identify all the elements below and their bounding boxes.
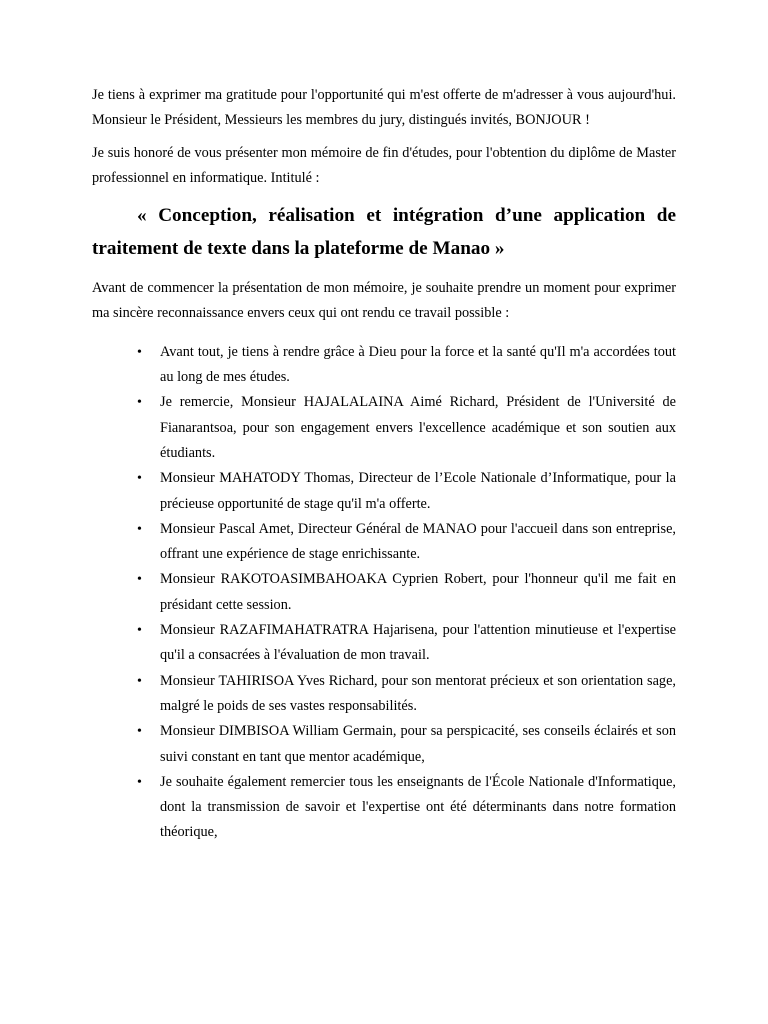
list-item	[92, 466, 676, 517]
list-item	[92, 517, 676, 568]
bullet-icon: •	[137, 521, 142, 537]
document-body	[92, 83, 676, 846]
list-item-text: Monsieur MAHATODY Thomas, Directeur de l’Ecole Nationale d’Informatique, pour la précieuse opportunité de stage qu'il m'a offerte.	[160, 470, 676, 512]
bullet-icon: •	[137, 673, 142, 689]
intro-paragraph-presentation: Je suis honoré de vous présenter mon mémoire de fin d'études, pour l'obtention du diplôme de Master professionnel en informatique. Intitulé :	[92, 144, 676, 186]
list-item-text: Monsieur RAZAFIMAHATRATRA Hajarisena, pour l'attention minutieuse et l'expertise qu'il a consacrées à l'évaluation de mon travail.	[160, 622, 676, 664]
list-item-text: Avant tout, je tiens à rendre grâce à Dieu pour la force et la santé qu'Il m'a accordées tout au long de mes études.	[160, 343, 676, 386]
list-item-text: Monsieur TAHIRISOA Yves Richard, pour son mentorat précieux et son orientation sage, malgré le poids de ses vastes responsabilités.	[160, 672, 676, 714]
bullet-icon: •	[137, 623, 142, 639]
list-item-text: Monsieur DIMBISOA William Germain, pour sa perspicacité, ses conseils éclairés et son suivi constant en tant que mentor académique,	[160, 723, 676, 765]
bullet-icon: •	[137, 395, 142, 411]
intro-paragraph-greeting: Je tiens à exprimer ma gratitude pour l'opportunité qui m'est offerte de m'adresser à vous aujourd'hui. Monsieur le Président, Messieurs les membres du jury, distingués invités, BONJOUR !	[92, 87, 676, 129]
list-item	[92, 340, 676, 391]
bullet-icon: •	[137, 724, 142, 740]
bullet-icon: •	[137, 471, 142, 487]
list-item	[92, 390, 676, 466]
list-item	[92, 618, 676, 669]
thesis-title: « Conception, réalisation et intégration d’une application de traitement de texte dans la plateforme de Manao »	[92, 205, 676, 260]
acknowledgements-list	[92, 340, 676, 846]
list-item-text: Monsieur RAKOTOASIMBAHOAKA Cyprien Robert, pour l'honneur qu'il me fait en présidant cette session.	[160, 571, 676, 613]
list-item-text: Je souhaite également remercier tous les enseignants de l'École Nationale d'Informatique, dont la transmission de savoir et l'expertise ont été déterminants dans notre formation théorique,	[160, 773, 676, 841]
acknowledgements-lead: Avant de commencer la présentation de mon mémoire, je souhaite prendre un moment pour exprimer ma sincère reconnaissance envers ceux qui ont rendu ce travail possible :	[92, 280, 676, 322]
bullet-icon: •	[137, 344, 142, 360]
list-item	[92, 567, 676, 618]
list-item-text: Je remercie, Monsieur HAJALALAINA Aimé Richard, Président de l'Université de Fianarantsoa, pour son engagement envers l'excellence académique et son soutien aux étudiants.	[160, 394, 676, 461]
bullet-icon: •	[137, 774, 142, 790]
list-item	[92, 669, 676, 720]
list-item	[92, 770, 676, 846]
bullet-icon: •	[137, 572, 142, 588]
list-item-text: Monsieur Pascal Amet, Directeur Général de MANAO pour l'accueil dans son entreprise, offrant une expérience de stage enrichissante.	[160, 520, 676, 563]
list-item	[92, 719, 676, 770]
